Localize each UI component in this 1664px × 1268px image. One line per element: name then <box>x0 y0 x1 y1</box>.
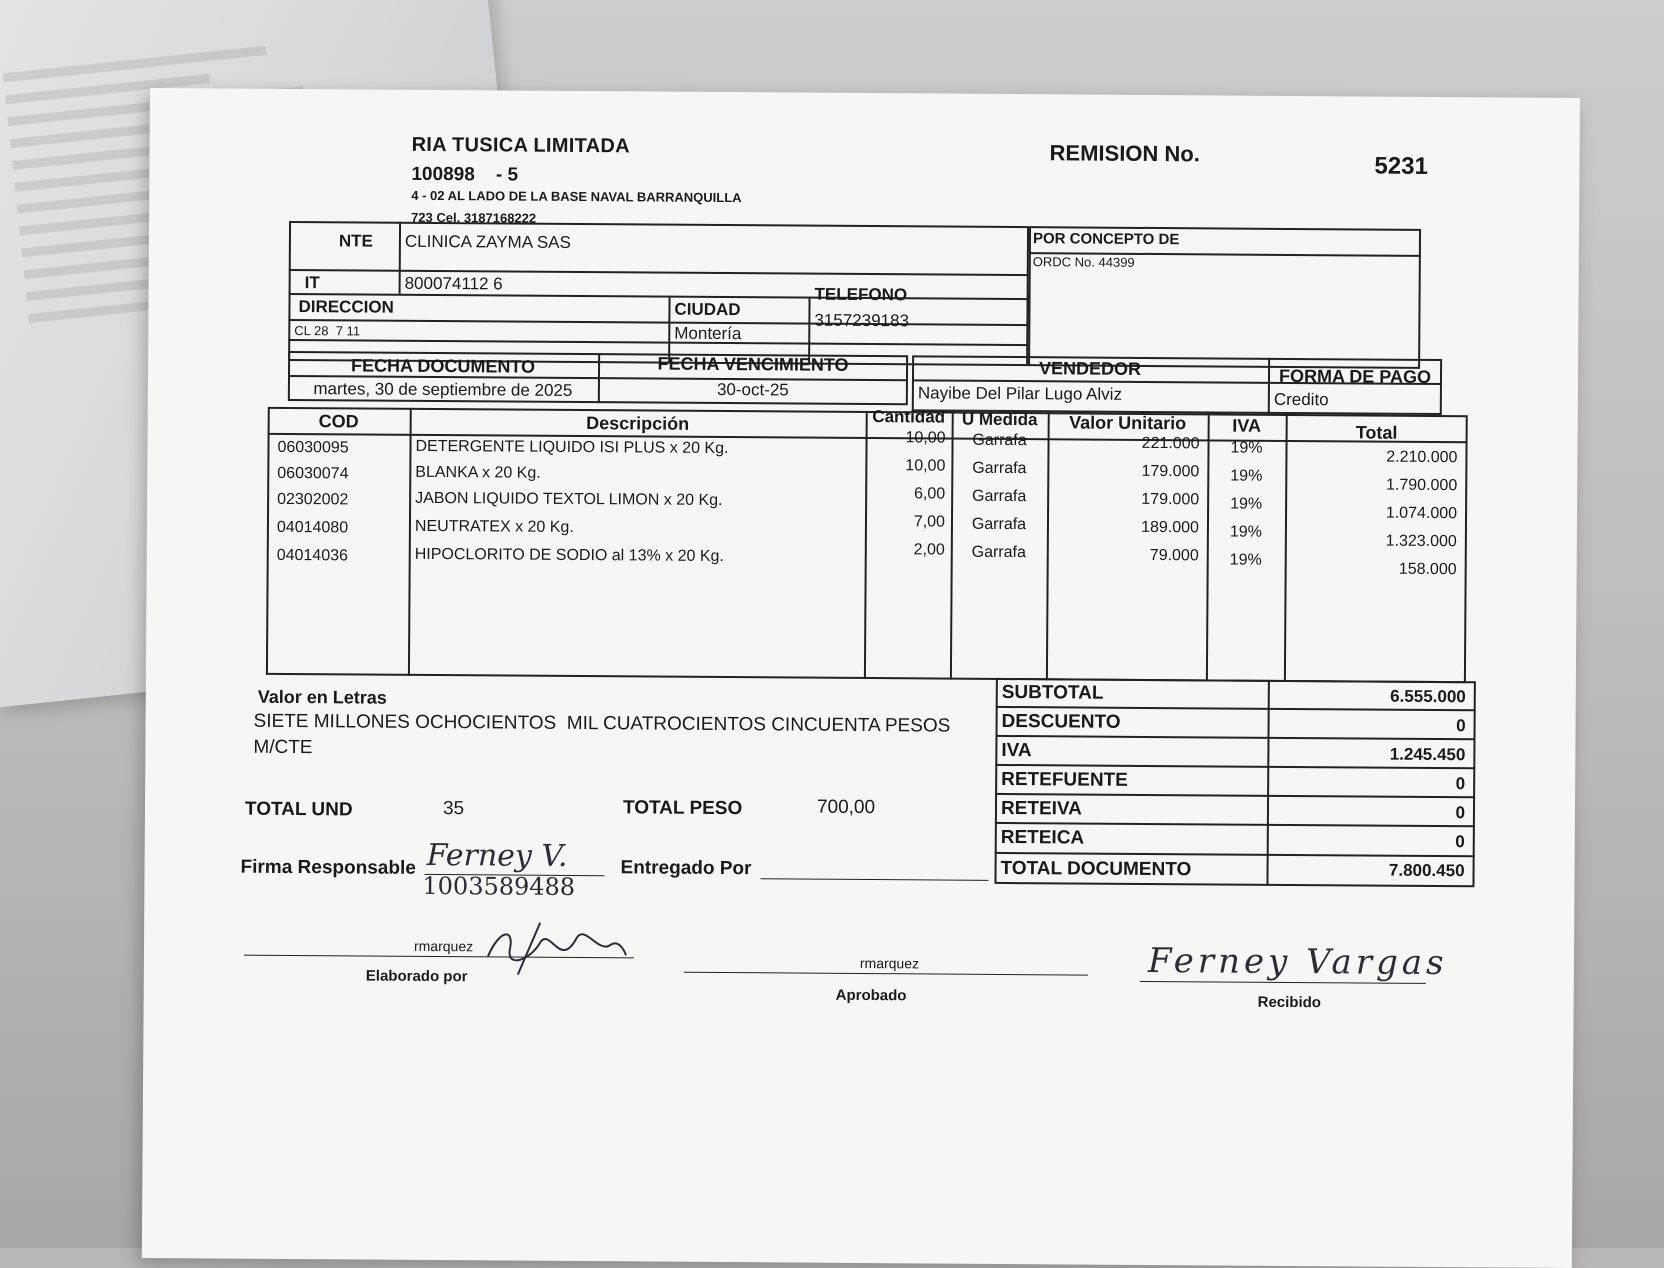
row-umedida: Garrafa <box>971 543 1026 562</box>
summary-reteica-value: 0 <box>1455 832 1465 852</box>
direccion-value: CL 28 7 11 <box>294 323 361 339</box>
row-iva: 19% <box>1230 495 1263 513</box>
summary-retefuente-value: 0 <box>1455 774 1466 794</box>
letras-line2: M/CTE <box>253 736 313 759</box>
summary-subtotal-value: 6.555.000 <box>1390 686 1466 707</box>
total-und-label: TOTAL UND <box>244 798 353 821</box>
forma-pago-value: Credito <box>1273 389 1329 410</box>
concepto-value: ORDC No. 44399 <box>1032 254 1135 270</box>
direccion-label: DIRECCION <box>298 297 394 317</box>
row-cod: 04014036 <box>276 546 348 565</box>
ciudad-label: CIUDAD <box>674 299 741 320</box>
row-cantidad: 10,00 <box>905 457 946 475</box>
row-desc: BLANKA x 20 Kg. <box>415 463 541 482</box>
total-peso-label: TOTAL PESO <box>622 797 743 820</box>
col-total: Total <box>1355 422 1398 443</box>
elaborado-signature-mark <box>480 908 630 979</box>
row-desc: HIPOCLORITO DE SODIO al 13% x 20 Kg. <box>414 545 724 566</box>
elaborado-label: Elaborado por <box>365 967 468 986</box>
summary-iva-label: IVA <box>1001 739 1032 762</box>
elaborado-user: rmarquez <box>413 937 474 955</box>
row-iva: 19% <box>1230 467 1263 485</box>
company-name: RIA TUSICA LIMITADA <box>411 133 630 158</box>
row-valor: 79.000 <box>1149 546 1199 565</box>
row-iva: 19% <box>1229 523 1263 541</box>
summary-total-label: TOTAL DOCUMENTO <box>1000 857 1192 881</box>
row-valor: 179.000 <box>1141 462 1200 481</box>
fecha-doc-label: FECHA DOCUMENTO <box>350 355 536 377</box>
summary-descuento-label: DESCUENTO <box>1001 710 1121 733</box>
summary-reteiva-value: 0 <box>1455 803 1466 823</box>
vendedor-label: VENDEDOR <box>1038 358 1142 379</box>
summary-reteiva-label: RETEIVA <box>1000 797 1082 820</box>
letras-label: Valor en Letras <box>257 686 387 708</box>
row-total: 1.323.000 <box>1385 532 1457 551</box>
summary-total-value: 7.800.450 <box>1388 860 1465 881</box>
row-total: 1.790.000 <box>1386 476 1458 495</box>
forma-pago-label: FORMA DE PAGO <box>1278 365 1432 387</box>
vendedor-value: Nayibe Del Pilar Lugo Alviz <box>917 383 1123 404</box>
recibido-label: Recibido <box>1257 993 1322 1012</box>
summary-reteica-label: RETEICA <box>1000 826 1085 849</box>
recibido-signature: Ferney Vargas <box>1147 940 1448 984</box>
row-total: 1.074.000 <box>1385 504 1458 523</box>
col-umedida: U Medida <box>961 409 1038 430</box>
row-desc: DETERGENTE LIQUIDO ISI PLUS x 20 Kg. <box>415 437 729 458</box>
letras-line1: SIETE MILLONES OCHOCIENTOS MIL CUATROCIENTOS CINCUENTA PESOS <box>253 710 951 737</box>
col-descripcion: Descripción <box>586 413 690 434</box>
row-valor: 179.000 <box>1141 490 1200 509</box>
row-cod: 04014080 <box>276 518 349 537</box>
row-cod: 02302002 <box>277 490 349 509</box>
col-valor: Valor Unitario <box>1069 412 1187 434</box>
client-label: NTE <box>338 231 374 251</box>
summary-retefuente-label: RETEFUENTE <box>1001 768 1128 791</box>
row-desc: JABON LIQUIDO TEXTOL LIMON x 20 Kg. <box>415 489 723 510</box>
entregado-label: Entregado Por <box>620 857 752 880</box>
row-umedida: Garrafa <box>971 487 1027 506</box>
company-address: 4 - 02 AL LADO DE LA BASE NAVAL BARRANQUILLA <box>411 187 742 206</box>
remision-document <box>142 88 1580 1268</box>
total-peso-value: 700,00 <box>816 796 876 819</box>
company-nit: 100898 - 5 <box>411 163 519 186</box>
row-cod: 06030074 <box>277 464 349 483</box>
firma-signature: Ferney V. <box>426 837 568 874</box>
row-valor: 189.000 <box>1141 518 1200 537</box>
row-cantidad: 6,00 <box>913 485 946 503</box>
row-desc: NEUTRATEX x 20 Kg. <box>414 517 574 536</box>
row-cantidad: 2,00 <box>913 541 945 559</box>
summary-iva-value: 1.245.450 <box>1389 744 1466 765</box>
firma-id: 1003589488 <box>422 871 576 901</box>
telefono-value: 3157239183 <box>814 310 910 331</box>
total-und-value: 35 <box>442 798 465 820</box>
company-phone: 723 Cel. 3187168222 <box>411 209 537 226</box>
row-iva: 19% <box>1229 551 1262 569</box>
firma-label: Firma Responsable <box>240 856 416 879</box>
remision-number: 5231 <box>1374 152 1428 180</box>
row-umedida: Garrafa <box>971 515 1027 534</box>
telefono-label: TELEFONO <box>814 284 908 305</box>
row-total: 2.210.000 <box>1386 448 1458 467</box>
col-iva: IVA <box>1232 415 1262 436</box>
concepto-label: POR CONCEPTO DE <box>1032 230 1180 249</box>
row-umedida: Garrafa <box>972 459 1027 478</box>
aprobado-user: rmarquez <box>859 954 920 972</box>
ciudad-value: Montería <box>674 323 742 344</box>
remision-label: REMISION No. <box>1049 140 1200 167</box>
row-umedida: Garrafa <box>972 431 1027 450</box>
fecha-venc-label: FECHA VENCIMIENTO <box>657 353 849 375</box>
fecha-doc-value: martes, 30 de septiembre de 2025 <box>313 379 573 400</box>
client-nit: 800074112 6 <box>404 273 503 294</box>
col-cantidad: Cantidad <box>872 407 946 427</box>
row-total: 158.000 <box>1398 560 1457 579</box>
summary-subtotal-label: SUBTOTAL <box>1001 681 1104 704</box>
client-name: CLINICA ZAYMA SAS <box>404 231 571 252</box>
row-cantidad: 7,00 <box>913 513 946 531</box>
summary-descuento-value: 0 <box>1456 716 1466 736</box>
col-cod: COD <box>318 411 359 432</box>
row-cod: 06030095 <box>277 438 349 457</box>
row-cantidad: 10,00 <box>905 429 946 447</box>
aprobado-label: Aprobado <box>835 986 907 1005</box>
row-valor: 221.000 <box>1141 434 1200 453</box>
row-iva: 19% <box>1230 439 1263 457</box>
client-nit-label: IT <box>304 273 320 293</box>
fecha-venc-value: 30-oct-25 <box>716 379 789 400</box>
